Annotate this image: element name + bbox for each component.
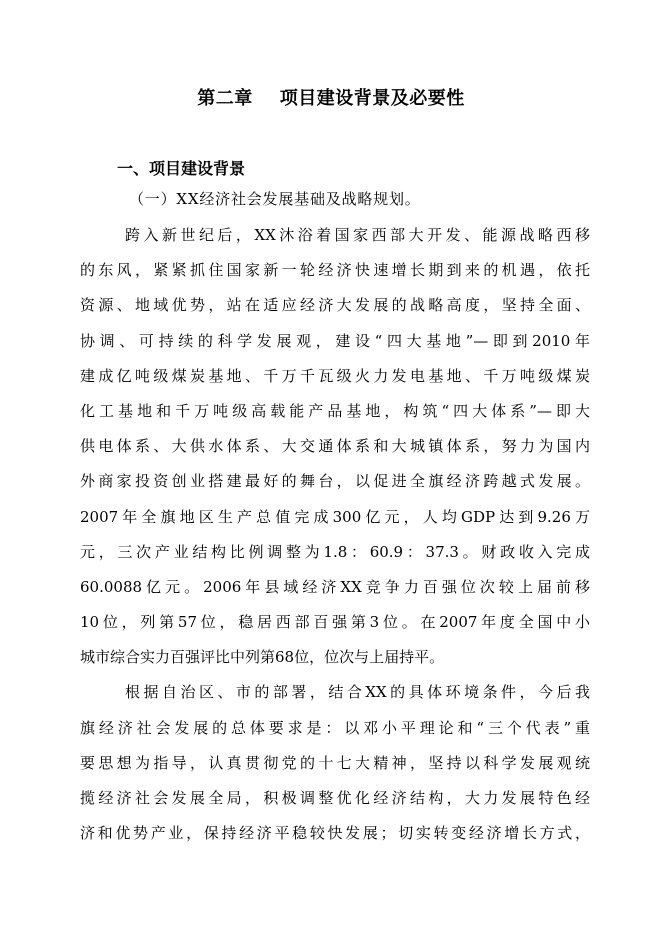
paragraph-line: 揽经济社会发展全局，积极调整优化经济结构，大力发展特色经 xyxy=(80,789,590,807)
paragraph-line: 旗经济社会发展的总体要求是：以邓小平理论和“三个代表”重 xyxy=(80,718,590,737)
paragraph-2 xyxy=(80,675,590,851)
paragraph-line: 济和优势产业，保持经济平稳较快发展；切实转变经济增长方式， xyxy=(80,824,590,843)
paragraph-line: 的东风，紧紧抓住国家新一轮经济快速增长期到来的机遇，依托 xyxy=(80,261,590,280)
paragraph-line: 供电体系、大供水体系、大交通体系和大城镇体系，努力为国内 xyxy=(80,437,590,456)
paragraph-line: 10位，列第57位，稳居西部百强第3位。在2007年度全国中小 xyxy=(80,613,590,632)
paragraph-line: 元，三次产业结构比例调整为1.8：60.9：37.3。财政收入完成 xyxy=(80,542,590,561)
paragraph-line: 化工基地和千万吨级高载能产品基地，构筑“四大体系”—即大 xyxy=(80,401,590,420)
paragraph-line: 2007年全旗地区生产总值完成300亿元，人均GDP达到9.26万 xyxy=(80,507,590,526)
body-text xyxy=(80,218,590,851)
paragraph-line: 外商家投资创业搭建最好的舞台，以促进全旗经济跨越式发展。 xyxy=(80,472,590,491)
paragraph-line: 跨入新世纪后，XX沐浴着国家西部大开发、能源战略西移 xyxy=(125,226,590,244)
chapter-title: 第二章 项目建设背景及必要性 xyxy=(197,88,465,109)
sub-heading: （一）XX经济社会发展基础及战略规划。 xyxy=(129,190,421,208)
paragraph-1 xyxy=(80,218,590,675)
paragraph-line: 要思想为指导，认真贯彻党的十七大精神，坚持以科学发展观统 xyxy=(80,753,590,772)
section-heading: 一、项目建设背景 xyxy=(117,159,246,178)
paragraph-line: 城市综合实力百强评比中列第68位，位次与上届持平。 xyxy=(80,648,445,667)
paragraph-line: 根据自治区、市的部署，结合XX的具体环境条件，今后我 xyxy=(125,683,590,702)
paragraph-line: 协调、可持续的科学发展观，建设“四大基地”—即到2010年 xyxy=(80,331,590,350)
paragraph-line: 60.0088亿元。2006年县域经济XX竞争力百强位次较上届前移 xyxy=(80,577,590,596)
paragraph-line: 建成亿吨级煤炭基地、千万千瓦级火力发电基地、千万吨级煤炭 xyxy=(80,366,590,385)
paragraph-line: 资源、地域优势，站在适应经济大发展的战略高度，坚持全面、 xyxy=(80,296,590,315)
